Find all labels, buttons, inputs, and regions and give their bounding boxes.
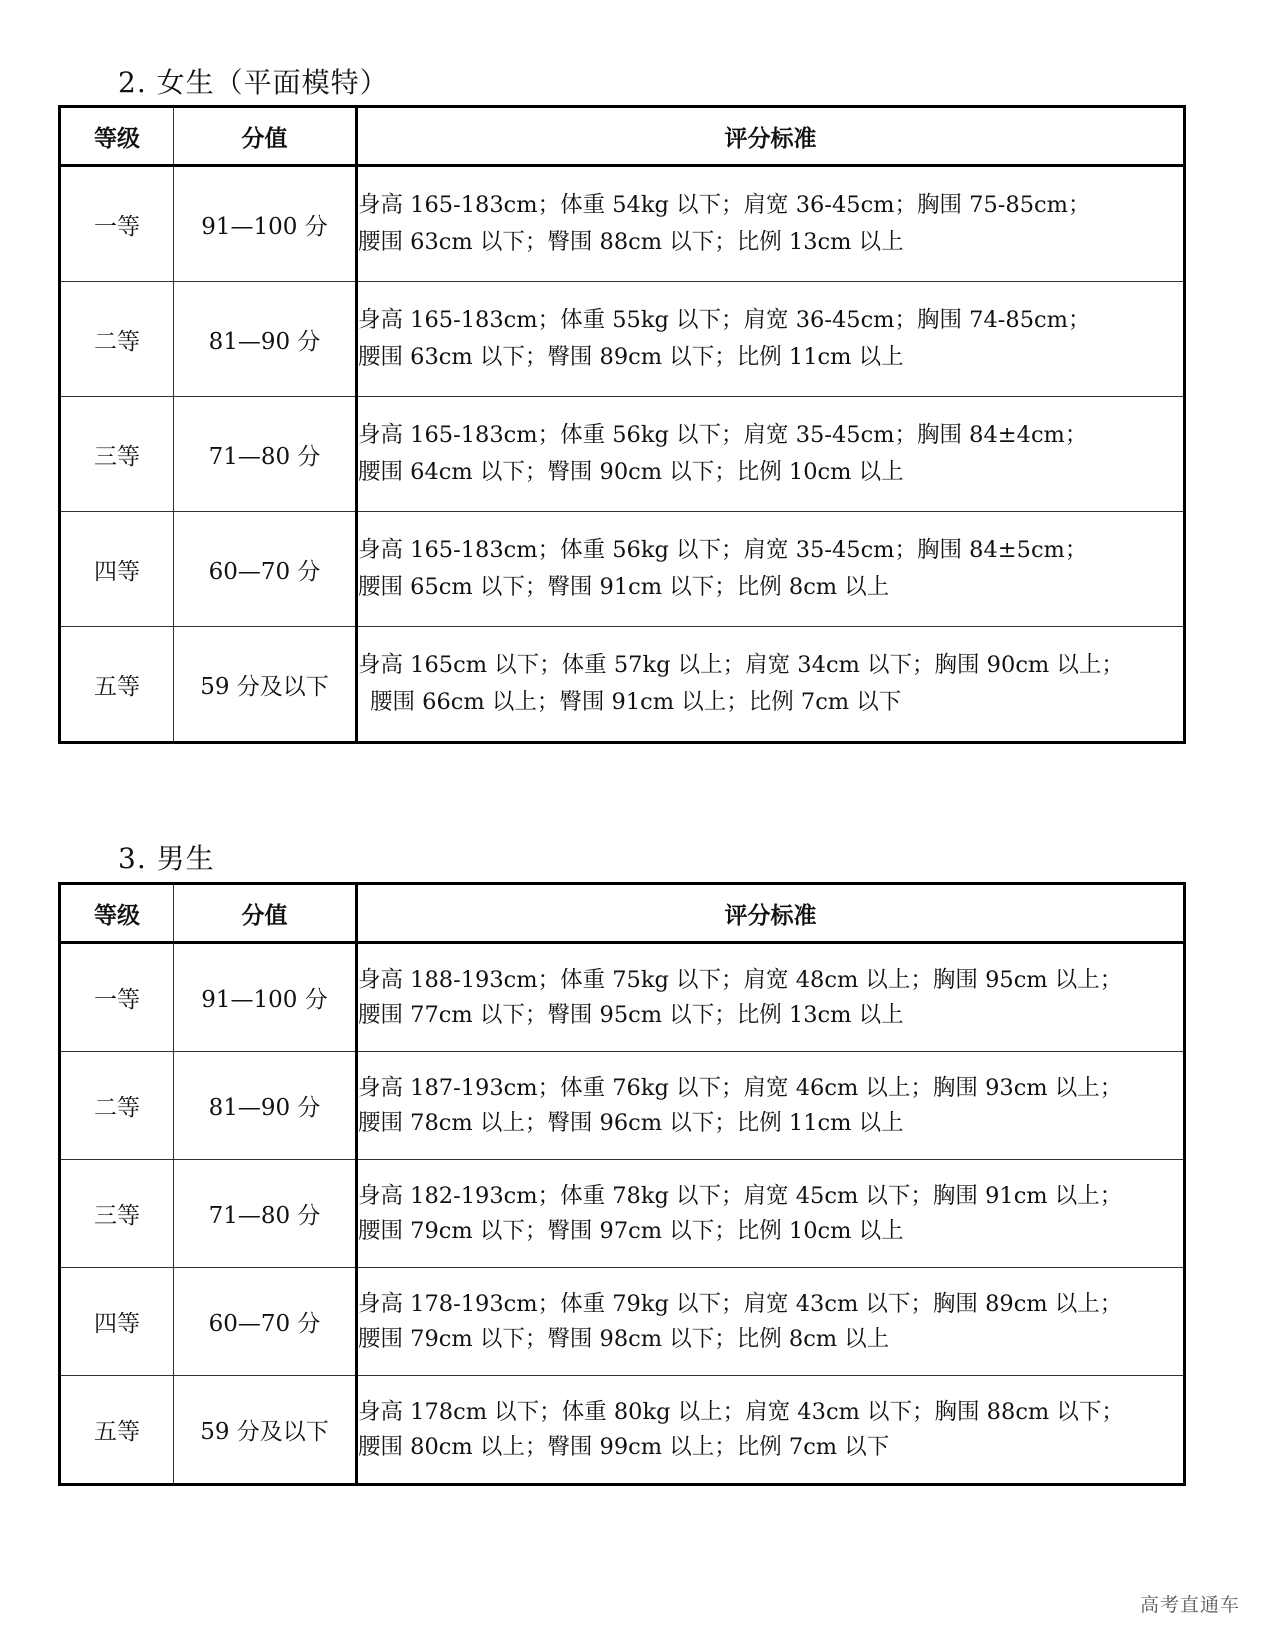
grade-score: 60—70 分: [174, 1268, 357, 1376]
grade-score: 81—90 分: [174, 282, 357, 397]
female-grading-table: [58, 105, 1186, 744]
table-header-row: [60, 884, 1185, 943]
grade-score: 59 分及以下: [174, 1376, 357, 1485]
table-row: [60, 943, 1185, 1052]
grade-criteria: [357, 1052, 1185, 1160]
table-row: [60, 512, 1185, 627]
criteria-line-2: 腰围 64cm 以下；臀围 90cm 以下；比例 10cm 以上: [358, 459, 904, 485]
criteria-line-1: 身高 187-193cm；体重 76kg 以下；肩宽 46cm 以上；胸围 93cm 以上；: [358, 1074, 1123, 1101]
criteria-line-2: 腰围 77cm 以下；臀围 95cm 以下；比例 13cm 以上: [358, 1001, 904, 1028]
criteria-line-2: 腰围 66cm 以上；臀围 91cm 以上；比例 7cm 以下: [370, 689, 902, 715]
criteria-line-1: 身高 165-183cm；体重 54kg 以下；肩宽 36-45cm；胸围 75-85cm；: [358, 192, 1091, 218]
header-score: 分值: [174, 884, 357, 943]
male-grading-table: [58, 882, 1186, 1486]
grade-criteria: [357, 512, 1185, 627]
grade-level: 三等: [60, 397, 174, 512]
table-header-row: [60, 107, 1185, 166]
criteria-line-1: 身高 178-193cm；体重 79kg 以下；肩宽 43cm 以下；胸围 89cm 以上；: [358, 1290, 1123, 1317]
grade-score: 60—70 分: [174, 512, 357, 627]
criteria-line-1: 身高 165-183cm；体重 55kg 以下；肩宽 36-45cm；胸围 74-85cm；: [358, 307, 1091, 333]
grade-criteria: [357, 627, 1185, 743]
header-level: 等级: [60, 884, 174, 943]
grade-level: 二等: [60, 1052, 174, 1160]
grade-level: 二等: [60, 282, 174, 397]
table-row: [60, 166, 1185, 282]
watermark-text: 高考直通车: [1139, 1594, 1240, 1616]
table-row: [60, 282, 1185, 397]
criteria-line-2: 腰围 79cm 以下；臀围 98cm 以下；比例 8cm 以上: [358, 1325, 890, 1352]
grade-criteria: [357, 166, 1185, 282]
criteria-line-1: 身高 182-193cm；体重 78kg 以下；肩宽 45cm 以下；胸围 91cm 以上；: [358, 1182, 1123, 1209]
criteria-line-1: 身高 165cm 以下；体重 57kg 以上；肩宽 34cm 以下；胸围 90cm 以上；: [358, 652, 1124, 678]
criteria-line-2: 腰围 78cm 以上；臀围 96cm 以下；比例 11cm 以上: [358, 1109, 904, 1136]
header-level: 等级: [60, 107, 174, 166]
grade-level: 四等: [60, 512, 174, 627]
header-criteria: 评分标准: [357, 107, 1185, 166]
criteria-line-2: 腰围 63cm 以下；臀围 88cm 以下；比例 13cm 以上: [358, 229, 904, 255]
grade-criteria: [357, 943, 1185, 1052]
grade-criteria: [357, 282, 1185, 397]
table-row: [60, 397, 1185, 512]
criteria-line-1: 身高 178cm 以下；体重 80kg 以上；肩宽 43cm 以下；胸围 88cm 以下；: [358, 1398, 1124, 1425]
female-section-title: 2. 女生（平面模特）: [118, 66, 389, 99]
grade-score: 71—80 分: [174, 1160, 357, 1268]
table-row: [60, 627, 1185, 743]
criteria-line-2: 腰围 79cm 以下；臀围 97cm 以下；比例 10cm 以上: [358, 1217, 904, 1244]
criteria-line-2: 腰围 65cm 以下；臀围 91cm 以下；比例 8cm 以上: [358, 574, 890, 600]
header-criteria: 评分标准: [357, 884, 1185, 943]
table-row: [60, 1160, 1185, 1268]
criteria-line-2: 腰围 80cm 以上；臀围 99cm 以上；比例 7cm 以下: [358, 1433, 890, 1460]
criteria-line-2: 腰围 63cm 以下；臀围 89cm 以下；比例 11cm 以上: [358, 344, 904, 370]
header-score: 分值: [174, 107, 357, 166]
grade-criteria: [357, 1376, 1185, 1485]
criteria-line-1: 身高 165-183cm；体重 56kg 以下；肩宽 35-45cm；胸围 84±5cm；: [358, 537, 1088, 563]
grade-criteria: [357, 397, 1185, 512]
table-row: [60, 1052, 1185, 1160]
grade-level: 一等: [60, 943, 174, 1052]
grade-score: 91—100 分: [174, 166, 357, 282]
grade-level: 一等: [60, 166, 174, 282]
grade-score: 71—80 分: [174, 397, 357, 512]
grade-criteria: [357, 1268, 1185, 1376]
grade-level: 五等: [60, 627, 174, 743]
grade-level: 三等: [60, 1160, 174, 1268]
criteria-line-1: 身高 188-193cm；体重 75kg 以下；肩宽 48cm 以上；胸围 95cm 以上；: [358, 966, 1123, 993]
grade-criteria: [357, 1160, 1185, 1268]
male-section-title: 3. 男生: [118, 842, 215, 875]
grade-level: 四等: [60, 1268, 174, 1376]
table-row: [60, 1376, 1185, 1485]
criteria-line-1: 身高 165-183cm；体重 56kg 以下；肩宽 35-45cm；胸围 84±4cm；: [358, 422, 1088, 448]
grade-score: 81—90 分: [174, 1052, 357, 1160]
grade-score: 59 分及以下: [174, 627, 357, 743]
grade-level: 五等: [60, 1376, 174, 1485]
grade-score: 91—100 分: [174, 943, 357, 1052]
table-row: [60, 1268, 1185, 1376]
